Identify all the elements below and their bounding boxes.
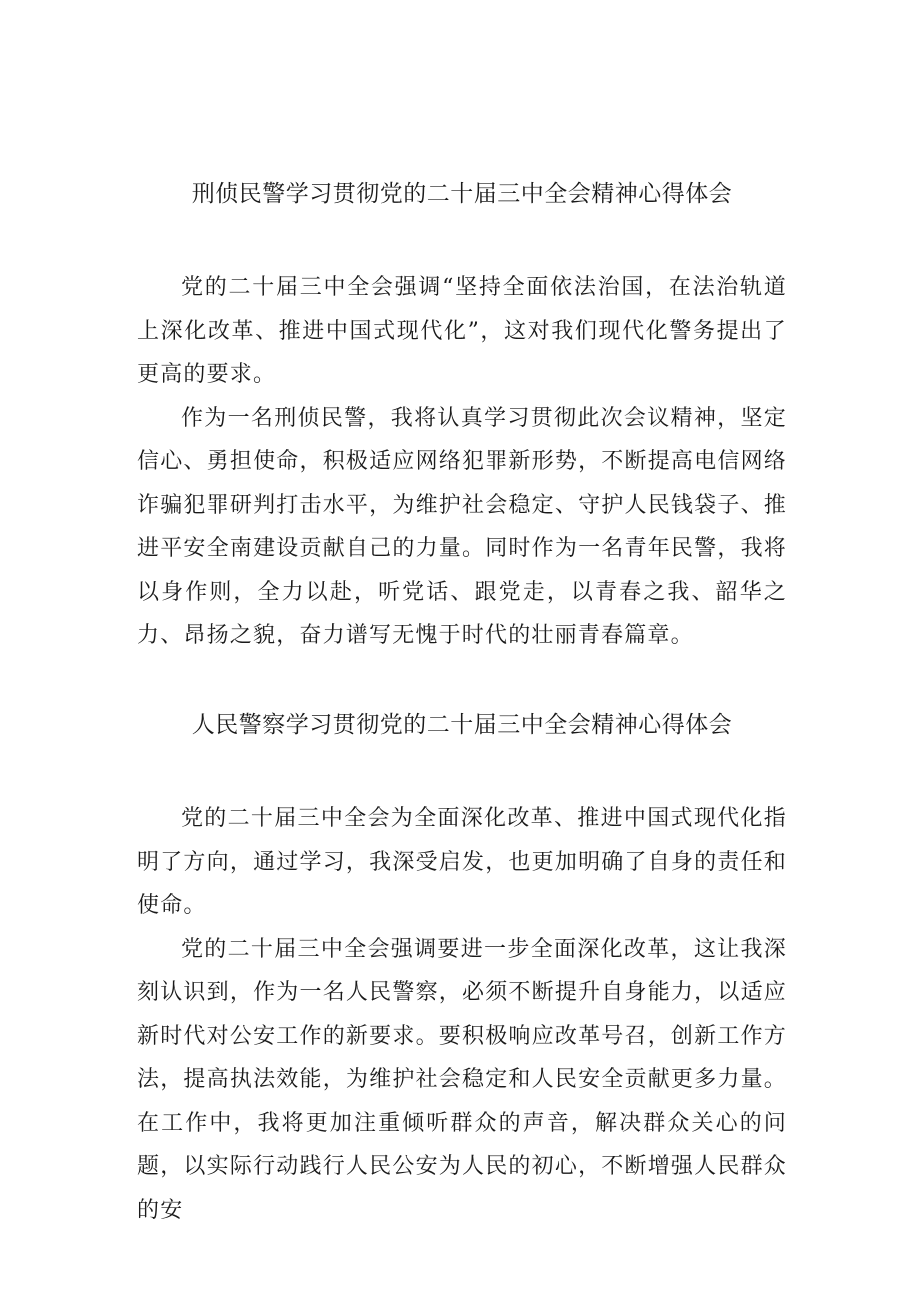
article-paragraph: 作为一名刑侦民警，我将认真学习贯彻此次会议精神，坚定信心、勇担使命，积极适应网络犯罪新形势，不断提高电信网络诈骗犯罪研判打击水平，为维护社会稳定、守护人民钱袋子、推进平安全南建设贡献自己的力量。同时作为一名青年民警，我将以身作则，全力以赴，听党话、跟党走，以青春之我、韶华之力、昂扬之貌，奋力谱写无愧于时代的壮丽青春篇章。	[137, 405, 787, 648]
article-paragraph: 党的二十届三中全会强调“坚持全面依法治国，在法治轨道上深化改革、推进中国式现代化”，这对我们现代化警务提出了更高的要求。	[137, 275, 787, 387]
article-title: 人民警察学习贯彻党的二十届三中全会精神心得体会	[191, 712, 733, 738]
article-section-criminal-police	[137, 172, 787, 658]
article-section-people-police	[137, 703, 787, 1232]
article-title: 刑侦民警学习贯彻党的二十届三中全会精神心得体会	[191, 181, 733, 207]
article-paragraph: 党的二十届三中全会强调要进一步全面深化改革，这让我深刻认识到，作为一名人民警察，必须不断提升自身能力，以适应新时代对公安工作的新要求。要积极响应改革号召，创新工作方法，提高执法效能，为维护社会稳定和人民安全贡献更多力量。在工作中，我将更加注重倾听群众的声音，解决群众关心的问题，以实际行动践行人民公安为人民的初心，不断增强人民群众的安	[137, 936, 787, 1223]
article-paragraph: 党的二十届三中全会为全面深化改革、推进中国式现代化指明了方向，通过学习，我深受启发，也更加明确了自身的责任和使命。	[137, 806, 787, 918]
